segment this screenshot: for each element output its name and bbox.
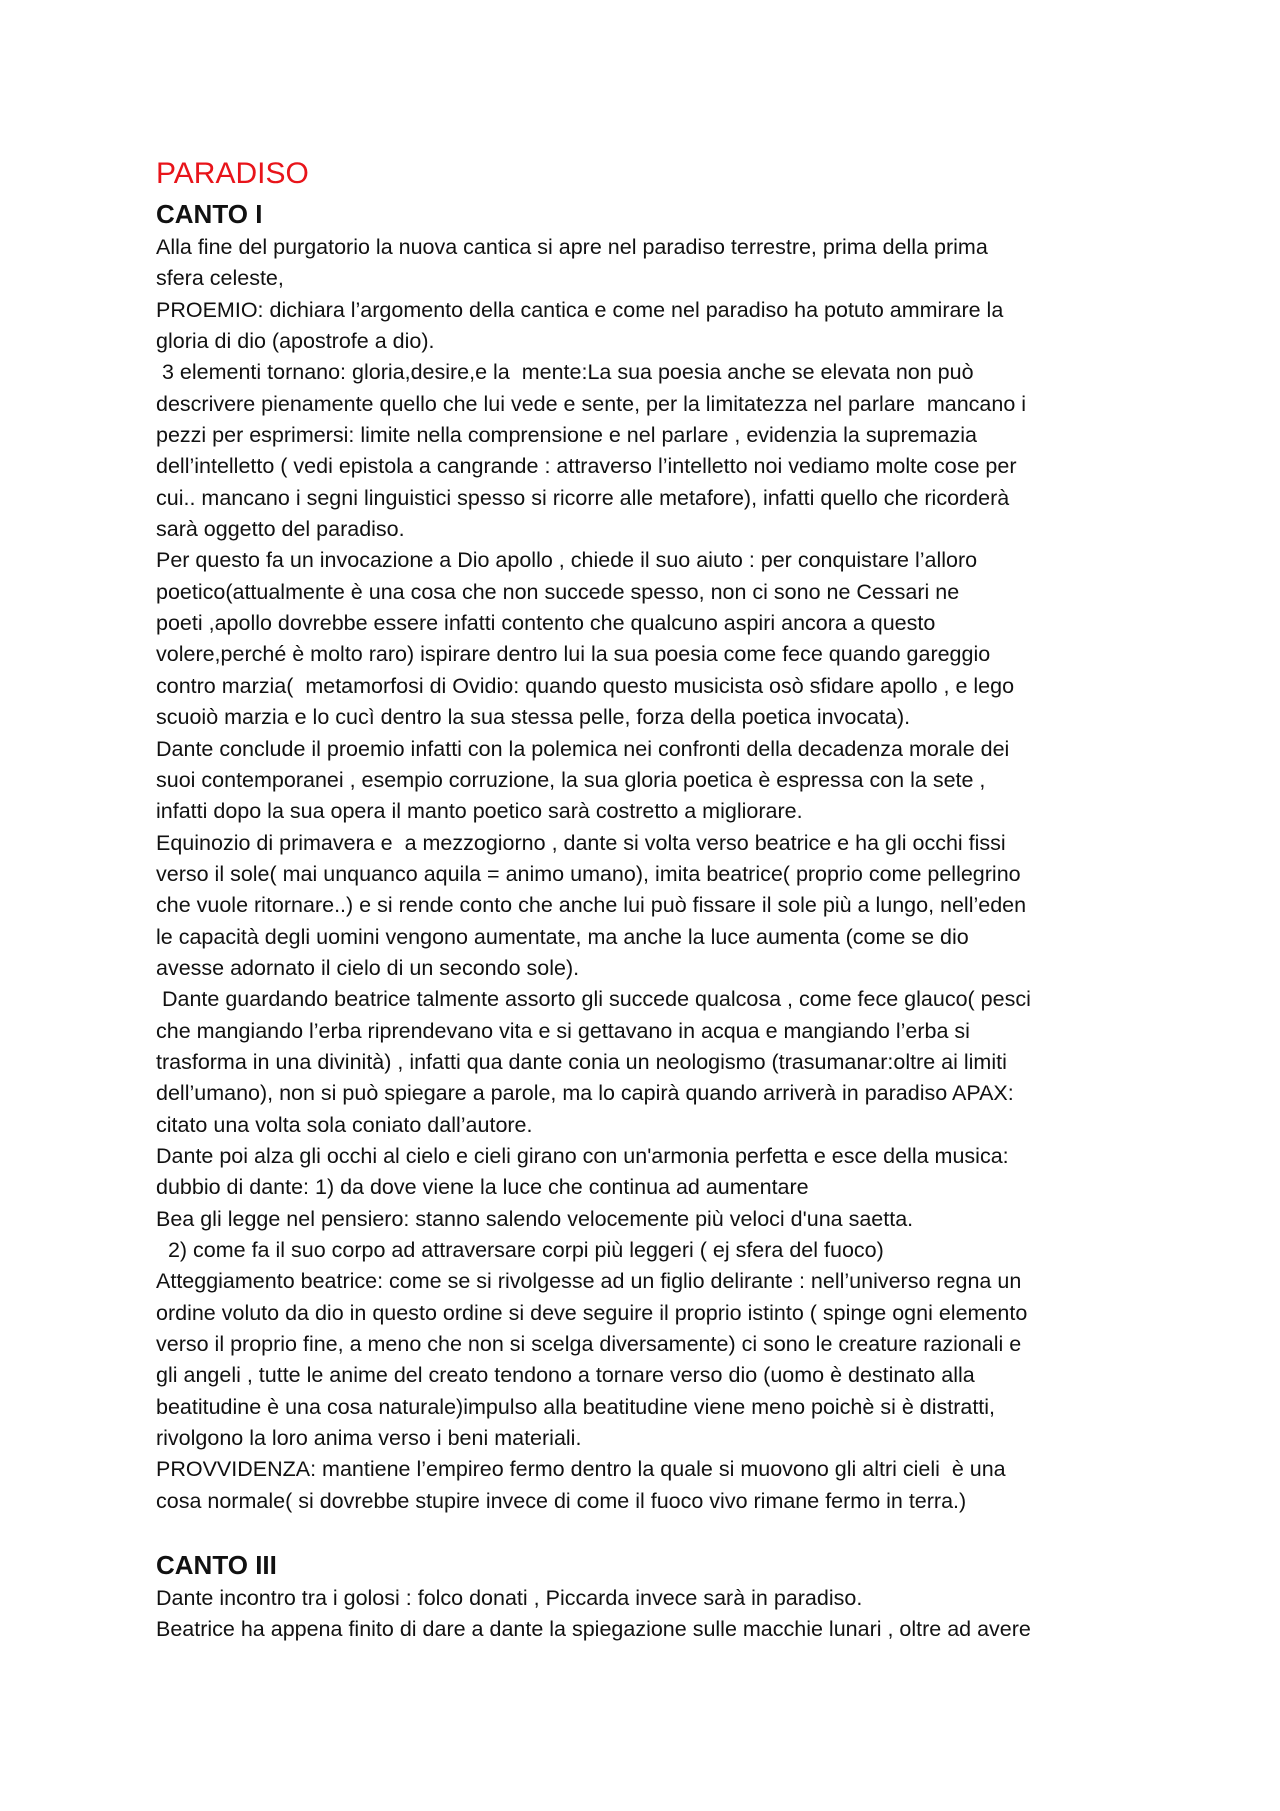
text-line: volere,perché è molto raro) ispirare dentro lui la sua poesia come fece quando gareggio [156,642,991,667]
text-line: le capacità degli uomini vengono aumentate, ma anche la luce aumenta (come se dio [156,924,969,949]
text-line: Alla fine del purgatorio la nuova cantica si apre nel paradiso terrestre, prima della prima [156,235,988,259]
text-line: avesse adornato il cielo di un secondo sole). [156,955,580,980]
text-line: scuoiò marzia e lo cucì dentro la sua stessa pelle, forza della poetica invocata). [156,705,911,730]
text-line: 2) come fa il suo corpo ad attraversare corpi più leggeri ( ej sfera del fuoco) [156,1238,884,1262]
text-line: dell’intelletto ( vedi epistola a cangrande : attraverso l’intelletto noi vediamo molte cose per [156,454,1017,479]
text-line: Dante incontro tra i golosi : folco donati , Piccarda invece sarà in paradiso. [156,1586,863,1611]
text-line: poeti ,apollo dovrebbe essere infatti contento che qualcuno aspiri ancora a questo [156,611,936,636]
text-line: PROVVIDENZA: mantiene l’empireo fermo dentro la quale si muovono gli altri cieli è una [156,1457,1006,1482]
text-line: trasforma in una divinità) , infatti qua dante conia un neologismo (trasumanar:oltre ai limiti [156,1049,1007,1074]
text-line: infatti dopo la sua opera il manto poetico sarà costretto a migliorare. [156,799,803,824]
text-line: Dante poi alza gli occhi al cielo e cieli girano con un'armonia perfetta e esce della musica: [156,1143,1009,1168]
section-heading: CANTO III [156,1550,277,1581]
text-line: Dante conclude il proemio infatti con la polemica nei confronti della decadenza morale dei [156,736,1010,761]
text-line: descrivere pienamente quello che lui vede e sente, per la limitatezza nel parlare mancano i [156,391,1027,416]
section-canto-1 [156,196,1136,1517]
document-page [156,152,1136,1646]
text-line: cui.. mancano i segni linguistici spesso si ricorre alle metafore), infatti quello che ricorderà [156,485,1010,510]
section-body [156,1583,1136,1646]
text-line: Dante guardando beatrice talmente assorto gli succede qualcosa , come fece glauco( pesci [156,987,1031,1012]
text-line: sfera celeste, [156,266,284,291]
text-line: dubbio di dante: 1) da dove viene la luce che continua ad aumentare [156,1175,809,1200]
section-heading: CANTO I [156,199,263,229]
text-line: beatitudine è una cosa naturale)impulso alla beatitudine viene meno poichè si è distratti, [156,1394,996,1419]
text-line: suoi contemporanei , esempio corruzione, la sua gloria poetica è espressa con la sete , [156,767,986,792]
text-line: Equinozio di primavera e a mezzogiorno , dante si volta verso beatrice e ha gli occhi fissi [156,830,1006,855]
text-line: gli angeli , tutte le anime del creato tendono a tornare verso dio (uomo è destinato alla [156,1363,975,1388]
text-line: gloria di dio (apostrofe a dio). [156,329,435,354]
text-line: Atteggiamento beatrice: come se si rivolgesse ad un figlio delirante : nell’universo regna un [156,1269,1022,1294]
text-line: che mangiando l’erba riprendevano vita e si gettavano in acqua e mangiando l’erba si [156,1018,970,1043]
document-title: PARADISO [156,157,309,190]
text-line: Beatrice ha appena finito di dare a dante la spiegazione sulle macchie lunari , oltre ad avere [156,1617,1031,1642]
text-line: citato una volta sola coniato dall’autore. [156,1112,533,1137]
text-line: pezzi per esprimersi: limite nella comprensione e nel parlare , evidenzia la supremazia [156,423,977,448]
text-line: poetico(attualmente è una cosa che non succede spesso, non ci sono ne Cessari ne [156,579,960,604]
text-line: verso il sole( mai unquanco aquila = animo umano), imita beatrice( proprio come pellegrino [156,861,1021,886]
text-line: contro marzia( metamorfosi di Ovidio: quando questo musicista osò sfidare apollo , e lego [156,673,1015,698]
text-line: che vuole ritornare..) e si rende conto che anche lui può fissare il sole più a lungo, nell’eden [156,893,1027,918]
text-line: sarà oggetto del paradiso. [156,517,405,542]
text-line: Bea gli legge nel pensiero: stanno salendo velocemente più veloci d'una saetta. [156,1206,914,1231]
text-line: PROEMIO: dichiara l’argomento della cantica e come nel paradiso ha potuto ammirare la [156,297,1004,322]
section-canto-3 [156,1547,1136,1646]
text-line: 3 elementi tornano: gloria,desire,e la mente:La sua poesia anche se elevata non può [156,360,974,385]
text-line: ordine voluto da dio in questo ordine si deve seguire il proprio istinto ( spinge ogni elemento [156,1300,1028,1325]
text-line: dell’umano), non si può spiegare a parole, ma lo capirà quando arriverà in paradiso APAX: [156,1081,1014,1106]
text-line: cosa normale( si dovrebbe stupire invece di come il fuoco vivo rimane fermo in terra.) [156,1488,967,1513]
text-line: verso il proprio fine, a meno che non si scelga diversamente) ci sono le creature razionali e [156,1332,1022,1357]
text-line: Per questo fa un invocazione a Dio apollo , chiede il suo aiuto : per conquistare l’alloro [156,548,978,573]
text-line: rivolgono la loro anima verso i beni materiali. [156,1426,582,1451]
section-body [156,232,1136,1517]
